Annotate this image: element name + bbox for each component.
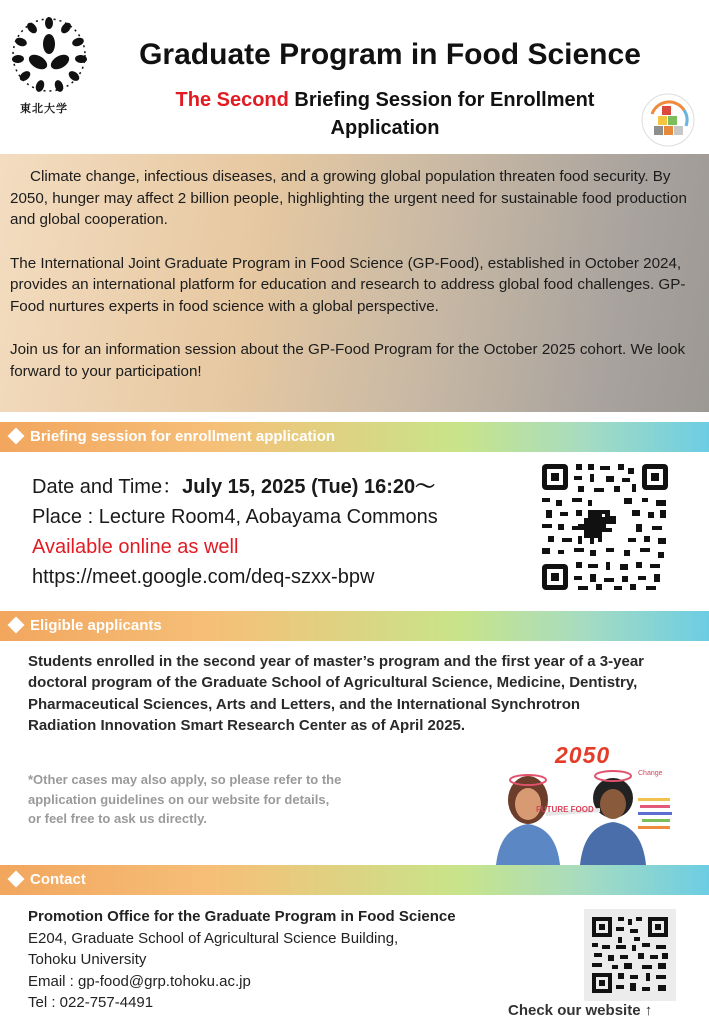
section-bar-briefing	[0, 422, 709, 452]
section-title-eligible: Eligible applicants	[30, 617, 162, 634]
intro-panel	[0, 154, 709, 412]
header	[0, 0, 709, 152]
subtitle-line2: Application	[330, 117, 440, 139]
eligibility-note	[28, 770, 408, 829]
briefing-place: Place : Lecture Room4, Aobayama Commons	[32, 506, 438, 528]
section-title-briefing: Briefing session for enrollment application	[30, 428, 336, 445]
subtitle-highlight: The Second	[175, 89, 289, 111]
note-line-3: or feel free to ask us directly.	[28, 811, 207, 826]
subtitle-text: Briefing Session for Enrollment	[288, 89, 595, 111]
intro-paragraph-1: Climate change, infectious diseases, and a growing global population threaten food security. By 2050, hunger may affect 2 billion people, highlighting the urgent need for sustainable food production and global cooperation.	[10, 168, 687, 228]
logo-caption: 東北大学	[20, 103, 68, 115]
section-title-contact: Contact	[30, 871, 86, 888]
diamond-icon	[8, 617, 25, 634]
page-subtitle	[110, 86, 660, 142]
diamond-icon	[8, 871, 25, 888]
contact-address-2: Tohoku University	[28, 951, 147, 968]
note-line-1: *Other cases may also apply, so please refer to the	[28, 772, 342, 787]
contact-address-1: E204, Graduate School of Agricultural Science Building,	[28, 929, 399, 947]
intro-paragraph-3: Join us for an information session about the GP-Food Program for the October 2025 cohort. We look forward to your participation!	[10, 341, 686, 380]
date-label: Date and Time：	[32, 476, 183, 498]
university-logo	[8, 14, 90, 96]
intro-paragraph-2: The International Joint Graduate Program in Food Science (GP-Food), established in October 2024, provides an international platform for education and research to address global food challenges. GP-Food nurtures experts in food science with a global perspective.	[10, 254, 686, 315]
contact-organization: Promotion Office for the Graduate Program in Food Science	[28, 908, 456, 925]
briefing-details	[32, 472, 438, 592]
eligibility-text: Students enrolled in the second year of master’s program and the first year of a 3-year doctoral program of the Graduate School of Agricultural Science, Medicine, Dentistry, Pharmaceutical Sciences, Arts and Letters, and the International Synchrotron Radiation Innovation Smart Research Center as of April 2025.	[28, 653, 645, 734]
illustration-label: FUTURE FOOD	[536, 805, 594, 814]
briefing-online-note: Available online as well	[32, 536, 239, 558]
website-link[interactable]: Check our website ↑	[508, 1002, 653, 1019]
date-value: July 15, 2025 (Tue) 16:20～	[182, 476, 436, 498]
diamond-icon	[8, 428, 25, 445]
contact-phone[interactable]: Tel : 022-757-4491	[28, 994, 154, 1011]
contact-email[interactable]: Email : gp-food@grp.tohoku.ac.jp	[28, 972, 251, 990]
food-cubes-icon	[640, 92, 696, 148]
page-title: Graduate Program in Food Science	[139, 38, 641, 71]
illustration-year: 2050	[555, 742, 611, 768]
section-bar-eligible	[0, 611, 709, 641]
illustration-change: Change	[638, 770, 663, 777]
contact-details	[28, 906, 456, 1014]
meeting-link[interactable]: https://meet.google.com/deq-szxx-bpw	[32, 566, 375, 588]
website-qr-code[interactable]	[584, 909, 676, 1001]
briefing-date-line	[32, 472, 438, 502]
meeting-qr-code[interactable]	[528, 452, 682, 600]
note-line-2: application guidelines on our website for details,	[28, 791, 330, 807]
section-bar-contact	[0, 865, 709, 895]
